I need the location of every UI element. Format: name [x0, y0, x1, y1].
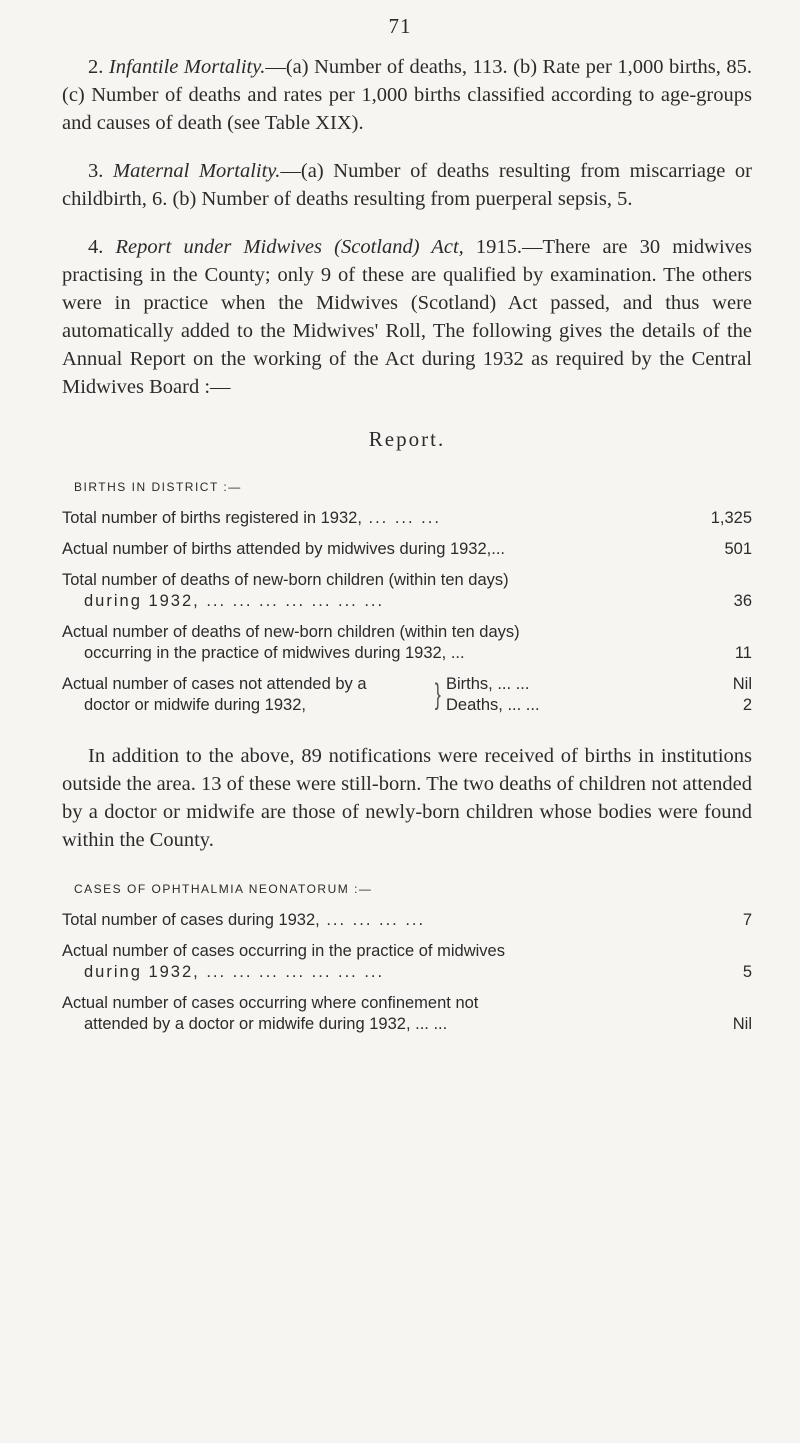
maternal-mortality-paragraph	[62, 157, 752, 213]
row-value: 11	[734, 644, 752, 662]
row-value: 501	[724, 540, 752, 558]
section-title: Maternal Mortality.	[113, 160, 281, 182]
infantile-mortality-paragraph	[62, 53, 752, 137]
row-label: Total number of cases during 1932,	[62, 911, 320, 929]
row-label: Actual number of cases occurring in the practice of midwives	[62, 942, 505, 960]
section-title: Infantile Mortality.	[108, 56, 266, 78]
table-row	[62, 941, 752, 983]
section-number: 2.	[88, 56, 109, 78]
row-label: Actual number of cases not attended by a	[62, 675, 367, 693]
brace-icon: }	[434, 678, 441, 711]
midwives-act-paragraph	[62, 233, 752, 401]
row-label-continued: during 1932, ... ... ... ... ... ... ...	[84, 963, 385, 981]
ophthalmia-table	[62, 910, 752, 1035]
section-number: 4.	[88, 236, 116, 258]
row-label-continued: during 1932, ... ... ... ... ... ... ...	[84, 592, 385, 610]
leader-dots: ... ... ... ...	[319, 911, 426, 929]
row-value: 7	[742, 911, 752, 929]
row-label: Actual number of cases occurring where confinement not	[62, 994, 479, 1012]
sub-row-deaths	[446, 695, 752, 716]
row-label-continued: occurring in the practice of midwives during 1932, ...	[84, 644, 465, 662]
row-label: Actual number of deaths of new-born children (within ten days)	[62, 623, 520, 641]
row-value: 5	[742, 963, 752, 981]
table-row	[62, 910, 752, 931]
report-title: Report.	[368, 427, 446, 451]
row-label-continued: doctor or midwife during 1932,	[84, 696, 306, 714]
section-title: Report under Midwives (Scotland) Act,	[115, 236, 464, 258]
table-row	[62, 993, 752, 1035]
addition-paragraph: In addition to the above, 89 notifications were received of births in institutions outside the area. 13 of these were still-born. The two deaths of children not attended by a doctor or midwife are those of newly-born children whose bodies were found within the County.	[62, 745, 752, 851]
table-row	[62, 539, 752, 560]
row-value: 36	[733, 592, 752, 610]
row-value: 1,325	[710, 509, 752, 527]
sub-row-births	[446, 674, 752, 695]
sub-row-label: Deaths, ... ...	[446, 696, 540, 714]
sub-row-value: 2	[742, 696, 752, 714]
page-content	[62, 53, 752, 1061]
ophthalmia-heading: CASES OF OPHTHALMIA NEONATORUM :—	[74, 882, 373, 896]
section-text: 1915.—There are 30 midwives practising in the County; only 9 of these are qualified by examination. The others were in practice when the Midwives (Scotland) Act passed, and thus were automatically added to the Midwives' Roll, The following gives the details of the Annual Report on the working of the Act during 1932 as required by the Central Midwives Board :—	[62, 236, 753, 398]
section-text: —(a) Number of deaths resulting from miscarriage or childbirth, 6. (b) Number of deaths resulting from puerperal sepsis, 5.	[62, 160, 753, 210]
row-label: Total number of deaths of new-born children (within ten days)	[62, 571, 509, 589]
births-table	[62, 508, 752, 716]
section-text: —(a) Number of deaths, 113. (b) Rate per 1,000 births, 85. (c) Number of deaths and rates per 1,000 births classified according to age-groups and causes of death (see Table XIX).	[62, 56, 753, 134]
row-label: Actual number of births attended by midwives during 1932,...	[62, 540, 505, 558]
table-row-not-attended	[62, 674, 752, 716]
table-row	[62, 570, 752, 612]
leader-dots: ... ... ...	[361, 509, 441, 527]
sub-row-value: Nil	[732, 675, 752, 693]
row-label: Total number of births registered in 1932,	[62, 509, 362, 527]
table-row	[62, 508, 752, 529]
section-number: 3.	[88, 160, 114, 182]
births-heading: BIRTHS IN DISTRICT :—	[74, 480, 242, 494]
page-number: 71	[388, 14, 412, 38]
table-row	[62, 622, 752, 664]
row-label-continued: attended by a doctor or midwife during 1932, ... ...	[84, 1015, 448, 1033]
row-value: Nil	[732, 1015, 752, 1033]
sub-row-label: Births, ... ...	[446, 675, 530, 693]
